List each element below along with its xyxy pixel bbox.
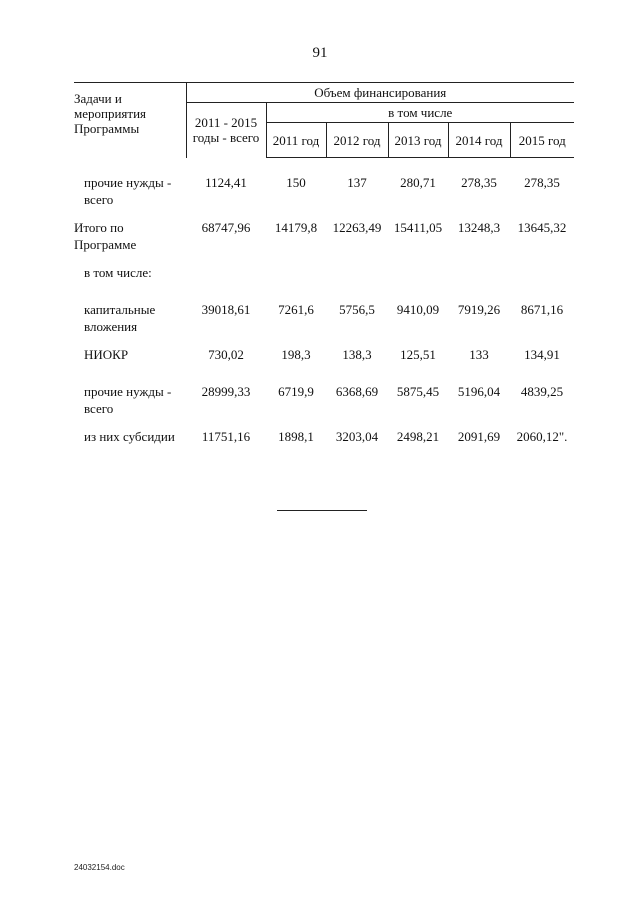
value-cell: 8671,16 [520, 302, 564, 317]
value-cell: 6368,69 [335, 384, 379, 399]
value-cell: 3203,04 [335, 429, 379, 444]
value-cell: 280,71 [400, 175, 436, 190]
row-label: Итого по Программе [74, 220, 137, 252]
year-header-2012: 2012 год [326, 123, 388, 158]
value-cell: 14179,8 [274, 220, 318, 235]
row-label: в том числе: [84, 265, 152, 280]
value-cell: 11751,16 [201, 429, 251, 444]
value-cell: 2498,21 [396, 429, 440, 444]
value-cell: 13248,3 [457, 220, 501, 235]
value-cell: 39018,61 [201, 302, 251, 317]
table-row [74, 219, 574, 264]
value-cell [326, 264, 388, 301]
value-cell: 1124,41 [205, 175, 247, 190]
value-cell: 5875,45 [396, 384, 440, 399]
table-row [74, 301, 574, 346]
header-row-1 [74, 83, 574, 103]
year-header-2011: 2011 год [266, 123, 326, 158]
value-cell [186, 264, 266, 301]
value-cell: 5756,5 [339, 302, 375, 317]
value-cell: 138,3 [342, 347, 372, 362]
value-cell: 150 [286, 175, 306, 190]
value-cell [510, 264, 574, 301]
value-cell [266, 264, 326, 301]
financing-table [74, 82, 574, 465]
value-cell: 2060,12". [516, 429, 568, 444]
value-cell: 12263,49 [332, 220, 382, 235]
page-number: 91 [312, 45, 328, 61]
year-header-2014: 2014 год [448, 123, 510, 158]
value-cell: 28999,33 [201, 384, 251, 399]
table-row [74, 428, 574, 465]
row-label: прочие нужды - всего [84, 384, 172, 416]
value-cell: 134,91 [524, 347, 560, 362]
value-cell: 278,35 [524, 175, 560, 190]
value-cell: 7261,6 [278, 302, 314, 317]
tasks-header: Задачи и мероприятия Программы [74, 83, 186, 158]
volume-header: Объем финансирования [186, 83, 574, 103]
row-label: капитальные вложения [84, 302, 156, 334]
value-cell: 6719,9 [278, 384, 314, 399]
value-cell: 278,35 [461, 175, 497, 190]
value-cell [448, 264, 510, 301]
table-row [74, 346, 574, 383]
value-cell: 13645,32 [517, 220, 567, 235]
value-cell: 9410,09 [396, 302, 440, 317]
value-cell [388, 264, 448, 301]
spacer-row [74, 158, 574, 175]
table-row [74, 174, 574, 219]
value-cell: 133 [469, 347, 489, 362]
row-label: прочие нужды - всего [84, 175, 172, 207]
footer-file-name: 24032154.doc [74, 863, 125, 872]
row-label: из них субсидии [84, 429, 175, 444]
value-cell: 198,3 [281, 347, 311, 362]
value-cell: 5196,04 [457, 384, 501, 399]
including-header: в том числе [266, 103, 574, 123]
value-cell: 15411,05 [393, 220, 443, 235]
separator-line [277, 510, 367, 511]
value-cell: 68747,96 [201, 220, 251, 235]
year-header-2013: 2013 год [388, 123, 448, 158]
year-header-2015: 2015 год [510, 123, 574, 158]
table-row [74, 383, 574, 428]
row-label: НИОКР [84, 347, 129, 362]
value-cell: 125,51 [400, 347, 436, 362]
value-cell: 2091,69 [457, 429, 501, 444]
value-cell: 7919,26 [457, 302, 501, 317]
table-row [74, 264, 574, 301]
total-header: 2011 - 2015 годы - всего [186, 103, 266, 158]
value-cell: 730,02 [208, 347, 244, 362]
value-cell: 137 [347, 175, 367, 190]
value-cell: 4839,25 [520, 384, 564, 399]
value-cell: 1898,1 [278, 429, 314, 444]
